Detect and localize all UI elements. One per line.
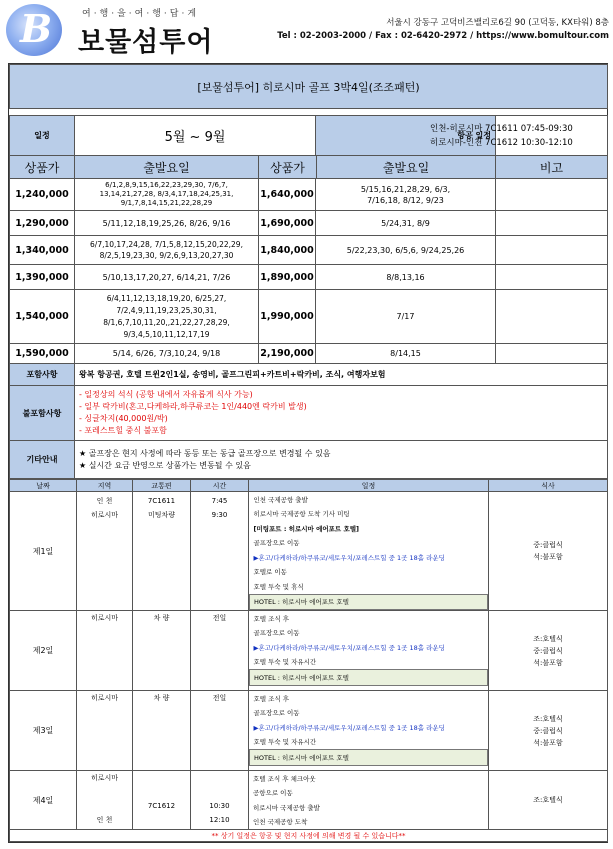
time: 9:30 — [211, 511, 228, 519]
excludes-label: 불포함사항 — [10, 386, 75, 441]
meal-cell — [489, 771, 608, 830]
header-departure-2: 출발요일 — [382, 160, 430, 175]
price-cell: 1,990,000 — [259, 290, 316, 344]
departure-dates: 5/24,31, 8/9 — [316, 211, 496, 236]
excludes-item: - 싱글차지(40,000원/박) — [79, 414, 168, 423]
meal: 석:불포함 — [533, 553, 563, 561]
header-departure: 출발요일 — [75, 156, 259, 179]
price-row — [10, 236, 608, 265]
activity: 골프장으로 이동 — [253, 709, 300, 718]
price-cell: 1,390,000 — [10, 265, 75, 290]
day-label: 제3일 — [10, 691, 77, 771]
price-cell: 1,640,000 — [259, 179, 316, 211]
includes-text: 왕복 항공권, 호텔 트윈2인1실, 송영비, 골프그린피+카트비+락카비, 조식, 여행자보험 — [75, 364, 608, 386]
header-price-2 — [259, 156, 496, 179]
time-cell — [191, 492, 249, 611]
activity-list — [249, 691, 488, 766]
price-table — [9, 64, 608, 479]
transport: 7C1612 — [147, 802, 176, 810]
remarks-cell — [496, 290, 608, 344]
price-cell: 1,690,000 — [259, 211, 316, 236]
activity: 인천 국제공항 출발 — [253, 495, 308, 504]
price-row — [10, 179, 608, 211]
region: 히로시마 — [77, 691, 133, 771]
excludes-item: - 포레스트힐 중식 불포함 — [79, 426, 167, 435]
meal: 석:불포함 — [533, 738, 563, 747]
header-price: 상품가 — [10, 156, 75, 179]
flight-label: 항공 일정 — [316, 116, 496, 156]
document-title: [보물섬투어] 히로시마 골프 3박4일(조조패턴) — [10, 65, 608, 109]
activity-list — [249, 492, 488, 610]
activity: ▶혼고/다케하라/하쿠류코/세토우치/포레스트힐 중 1곳 18홀 라운딩 — [253, 553, 445, 562]
price-cell: 1,590,000 — [10, 344, 75, 364]
price-cell: 2,190,000 — [259, 344, 316, 364]
region: 히로시마 — [90, 774, 119, 782]
activity: 골프장으로 이동 — [253, 539, 300, 548]
departure-dates: 6/4,11,12,13,18,19,20, 6/25,27, 7/2,4,9,11,19,23,25,30,31, 8/1,6,7,10,11,20,,21,22,27,28,29, 9/3,4,5,10,11,12,17,19 — [75, 290, 259, 344]
day-label: 제2일 — [10, 611, 77, 691]
activity: ▶혼고/다케하라/하쿠류코/세토우치/포레스트힐 중 1곳 18홀 라운딩 — [253, 643, 445, 652]
meal: 중:클럽식 — [533, 726, 563, 735]
remarks-cell — [496, 211, 608, 236]
departure-dates: 5/15,16,21,28,29, 6/3, 7/16,18, 8/12, 9/23 — [316, 179, 496, 211]
region-cell — [77, 771, 133, 830]
schedule-table — [9, 479, 608, 842]
activity: ▶혼고/다케하라/하쿠류코/세토우치/포레스트힐 중 1곳 18홀 라운딩 — [253, 723, 445, 732]
other-info-item: ★ 실시간 요금 반영으로 상품가는 변동될 수 있음 — [79, 460, 251, 470]
activity: 호텔 조식 후 체크아웃 — [253, 774, 316, 783]
other-info-list — [75, 441, 608, 479]
footer-note: ** 상기 일정은 항공 및 현지 사정에 의해 변경 될 수 있습니다** — [10, 830, 608, 842]
price-row — [10, 290, 608, 344]
activity: [미팅포트 : 히로시마 에어포트 호텔] — [253, 524, 359, 533]
meal: 조:호텔식 — [533, 634, 563, 643]
includes-label: 포함사항 — [10, 364, 75, 386]
day-label: 제4일 — [10, 771, 77, 830]
departure-dates: 6/1,2,8,9,15,16,22,23,29,30, 7/6,7, 13,14,21,27,28, 8/3,4,17,18,24,25,31, 9/1,7,8,14,15,21,22,28,29 — [75, 179, 259, 211]
excludes-list — [75, 386, 608, 441]
activity: 호텔 투숙 및 자유시간 — [253, 658, 317, 667]
time-cell — [191, 771, 249, 830]
excludes-item: - 일정상의 석식 (공항 내에서 자유롭게 식사 가능) — [79, 390, 253, 399]
meal: 조:호텔식 — [533, 714, 563, 723]
hotel-info: HOTEL : 히로시마 에어포트 호텔 — [250, 670, 488, 686]
price-cell: 1,340,000 — [10, 236, 75, 265]
schedule-header-itinerary: 일정 — [249, 480, 489, 492]
activity-list — [249, 771, 488, 829]
company-address: 서울시 강동구 고덕비즈밸리로6길 90 (고덕동, KX타워) 8층 — [386, 18, 609, 28]
region-cell — [77, 492, 133, 611]
activity-cell — [249, 691, 489, 771]
flight-inbound: 히로시마-인천 7C1612 10:30-12:10 — [430, 137, 573, 148]
remarks-cell — [496, 265, 608, 290]
meal: 중:클럽식 — [533, 541, 563, 549]
price-row — [10, 344, 608, 364]
other-info-item: ★ 골프장은 현지 사정에 따라 동등 또는 동급 골프장으로 변경될 수 있음 — [79, 448, 331, 458]
departure-dates: 5/14, 6/26, 7/3,10,24, 9/18 — [75, 344, 259, 364]
hotel-info: HOTEL : 히로시마 에어포트 호텔 — [250, 594, 488, 610]
price-row — [10, 211, 608, 236]
header-price-2-label: 상품가 — [259, 156, 317, 178]
schedule-header-date: 날짜 — [10, 480, 77, 492]
price-cell: 1,240,000 — [10, 179, 75, 211]
company-contact: Tel : 02-2003-2000 / Fax : 02-6420-2972 / https://www.bomultour.com — [277, 31, 609, 41]
remarks-cell — [496, 179, 608, 211]
spacer — [10, 109, 608, 116]
departure-dates: 5/10,13,17,20,27, 6/14,21, 7/26 — [75, 265, 259, 290]
transport: 차 량 — [133, 691, 191, 771]
schedule-header-transport: 교통편 — [133, 480, 191, 492]
remarks-cell — [496, 344, 608, 364]
period-label: 일정 — [10, 116, 75, 156]
price-cell: 1,840,000 — [259, 236, 316, 265]
price-cell: 1,540,000 — [10, 290, 75, 344]
activity-cell — [249, 611, 489, 691]
activity: 히로시마 국제공항 도착 기사 미팅 — [253, 510, 350, 519]
brand-name: 보물섬투어 — [78, 27, 214, 58]
time: 12:10 — [209, 816, 230, 824]
price-row — [10, 265, 608, 290]
activity: 히로시마 국제공항 출발 — [253, 803, 320, 812]
activity: 골프장으로 이동 — [253, 629, 300, 638]
schedule-header-time: 시간 — [191, 480, 249, 492]
header — [0, 0, 613, 60]
time: 전일 — [191, 611, 249, 691]
transport: 미팅차량 — [147, 511, 176, 519]
schedule-day-row — [10, 771, 608, 830]
transport-cell — [133, 771, 191, 830]
activity: 공항으로 이동 — [253, 789, 293, 798]
region: 히로시마 — [77, 611, 133, 691]
region: 히로시마 — [90, 511, 119, 519]
other-info-label: 기타안내 — [10, 441, 75, 479]
departure-dates: 5/22,23,30, 6/5,6, 9/24,25,26 — [316, 236, 496, 265]
schedule-day-row — [10, 492, 608, 611]
activity: 호텔로 이동 — [253, 568, 287, 577]
meal: 석:불포함 — [533, 658, 563, 667]
schedule-day-row — [10, 611, 608, 691]
time: 7:45 — [211, 497, 228, 505]
departure-dates: 7/17 — [316, 290, 496, 344]
activity-list — [249, 611, 488, 686]
tagline: 여·행·을·여·행·답·게 — [82, 9, 200, 19]
transport-cell — [133, 492, 191, 611]
logo-letter: B — [20, 6, 53, 51]
meal-cell — [489, 492, 608, 611]
time: 10:30 — [209, 802, 230, 810]
departure-dates: 5/11,12,18,19,25,26, 8/26, 9/16 — [75, 211, 259, 236]
schedule-day-row — [10, 691, 608, 771]
time: 전일 — [191, 691, 249, 771]
remarks-cell — [496, 236, 608, 265]
activity: 호텔 투숙 및 휴식 — [253, 582, 304, 591]
meal: 조:호텔식 — [533, 796, 563, 804]
activity-cell — [249, 492, 489, 611]
activity: 호텔 투숙 및 자유시간 — [253, 738, 317, 747]
header-remarks: 비고 — [496, 156, 608, 179]
transport: 차 량 — [133, 611, 191, 691]
price-cell: 1,290,000 — [10, 211, 75, 236]
itinerary-sheet — [8, 63, 608, 843]
departure-dates: 8/8,13,16 — [316, 265, 496, 290]
flight-outbound: 인천-히로시마 7C1611 07:45-09:30 — [430, 123, 573, 134]
departure-dates: 6/7,10,17,24,28, 7/1,5,8,12,15,20,22,29, 8/2,5,19,23,30, 9/2,6,9,13,20,27,30 — [75, 236, 259, 265]
activity: 호텔 조식 후 — [253, 614, 290, 623]
price-cell: 1,890,000 — [259, 265, 316, 290]
activity-cell — [249, 771, 489, 830]
region: 인 천 — [96, 816, 113, 824]
meal-cell — [489, 611, 608, 691]
meal: 중:클럽식 — [533, 646, 563, 655]
region: 인 천 — [96, 497, 113, 505]
departure-dates: 8/14,15 — [316, 344, 496, 364]
transport: 7C1611 — [147, 497, 176, 505]
excludes-item: - 일부 락카비(혼고,다케하라,하쿠류코는 1인/440엔 락카비 발생) — [79, 402, 307, 411]
hotel-info: HOTEL : 히로시마 에어포트 호텔 — [250, 750, 488, 766]
schedule-header-region: 지역 — [77, 480, 133, 492]
period-value: 5월 ~ 9월 — [75, 116, 316, 156]
schedule-header-meals: 식사 — [489, 480, 608, 492]
meal-cell — [489, 691, 608, 771]
activity: 인천 국제공항 도착 — [253, 818, 308, 827]
day-label: 제1일 — [10, 492, 77, 611]
activity: 호텔 조식 후 — [253, 694, 290, 703]
